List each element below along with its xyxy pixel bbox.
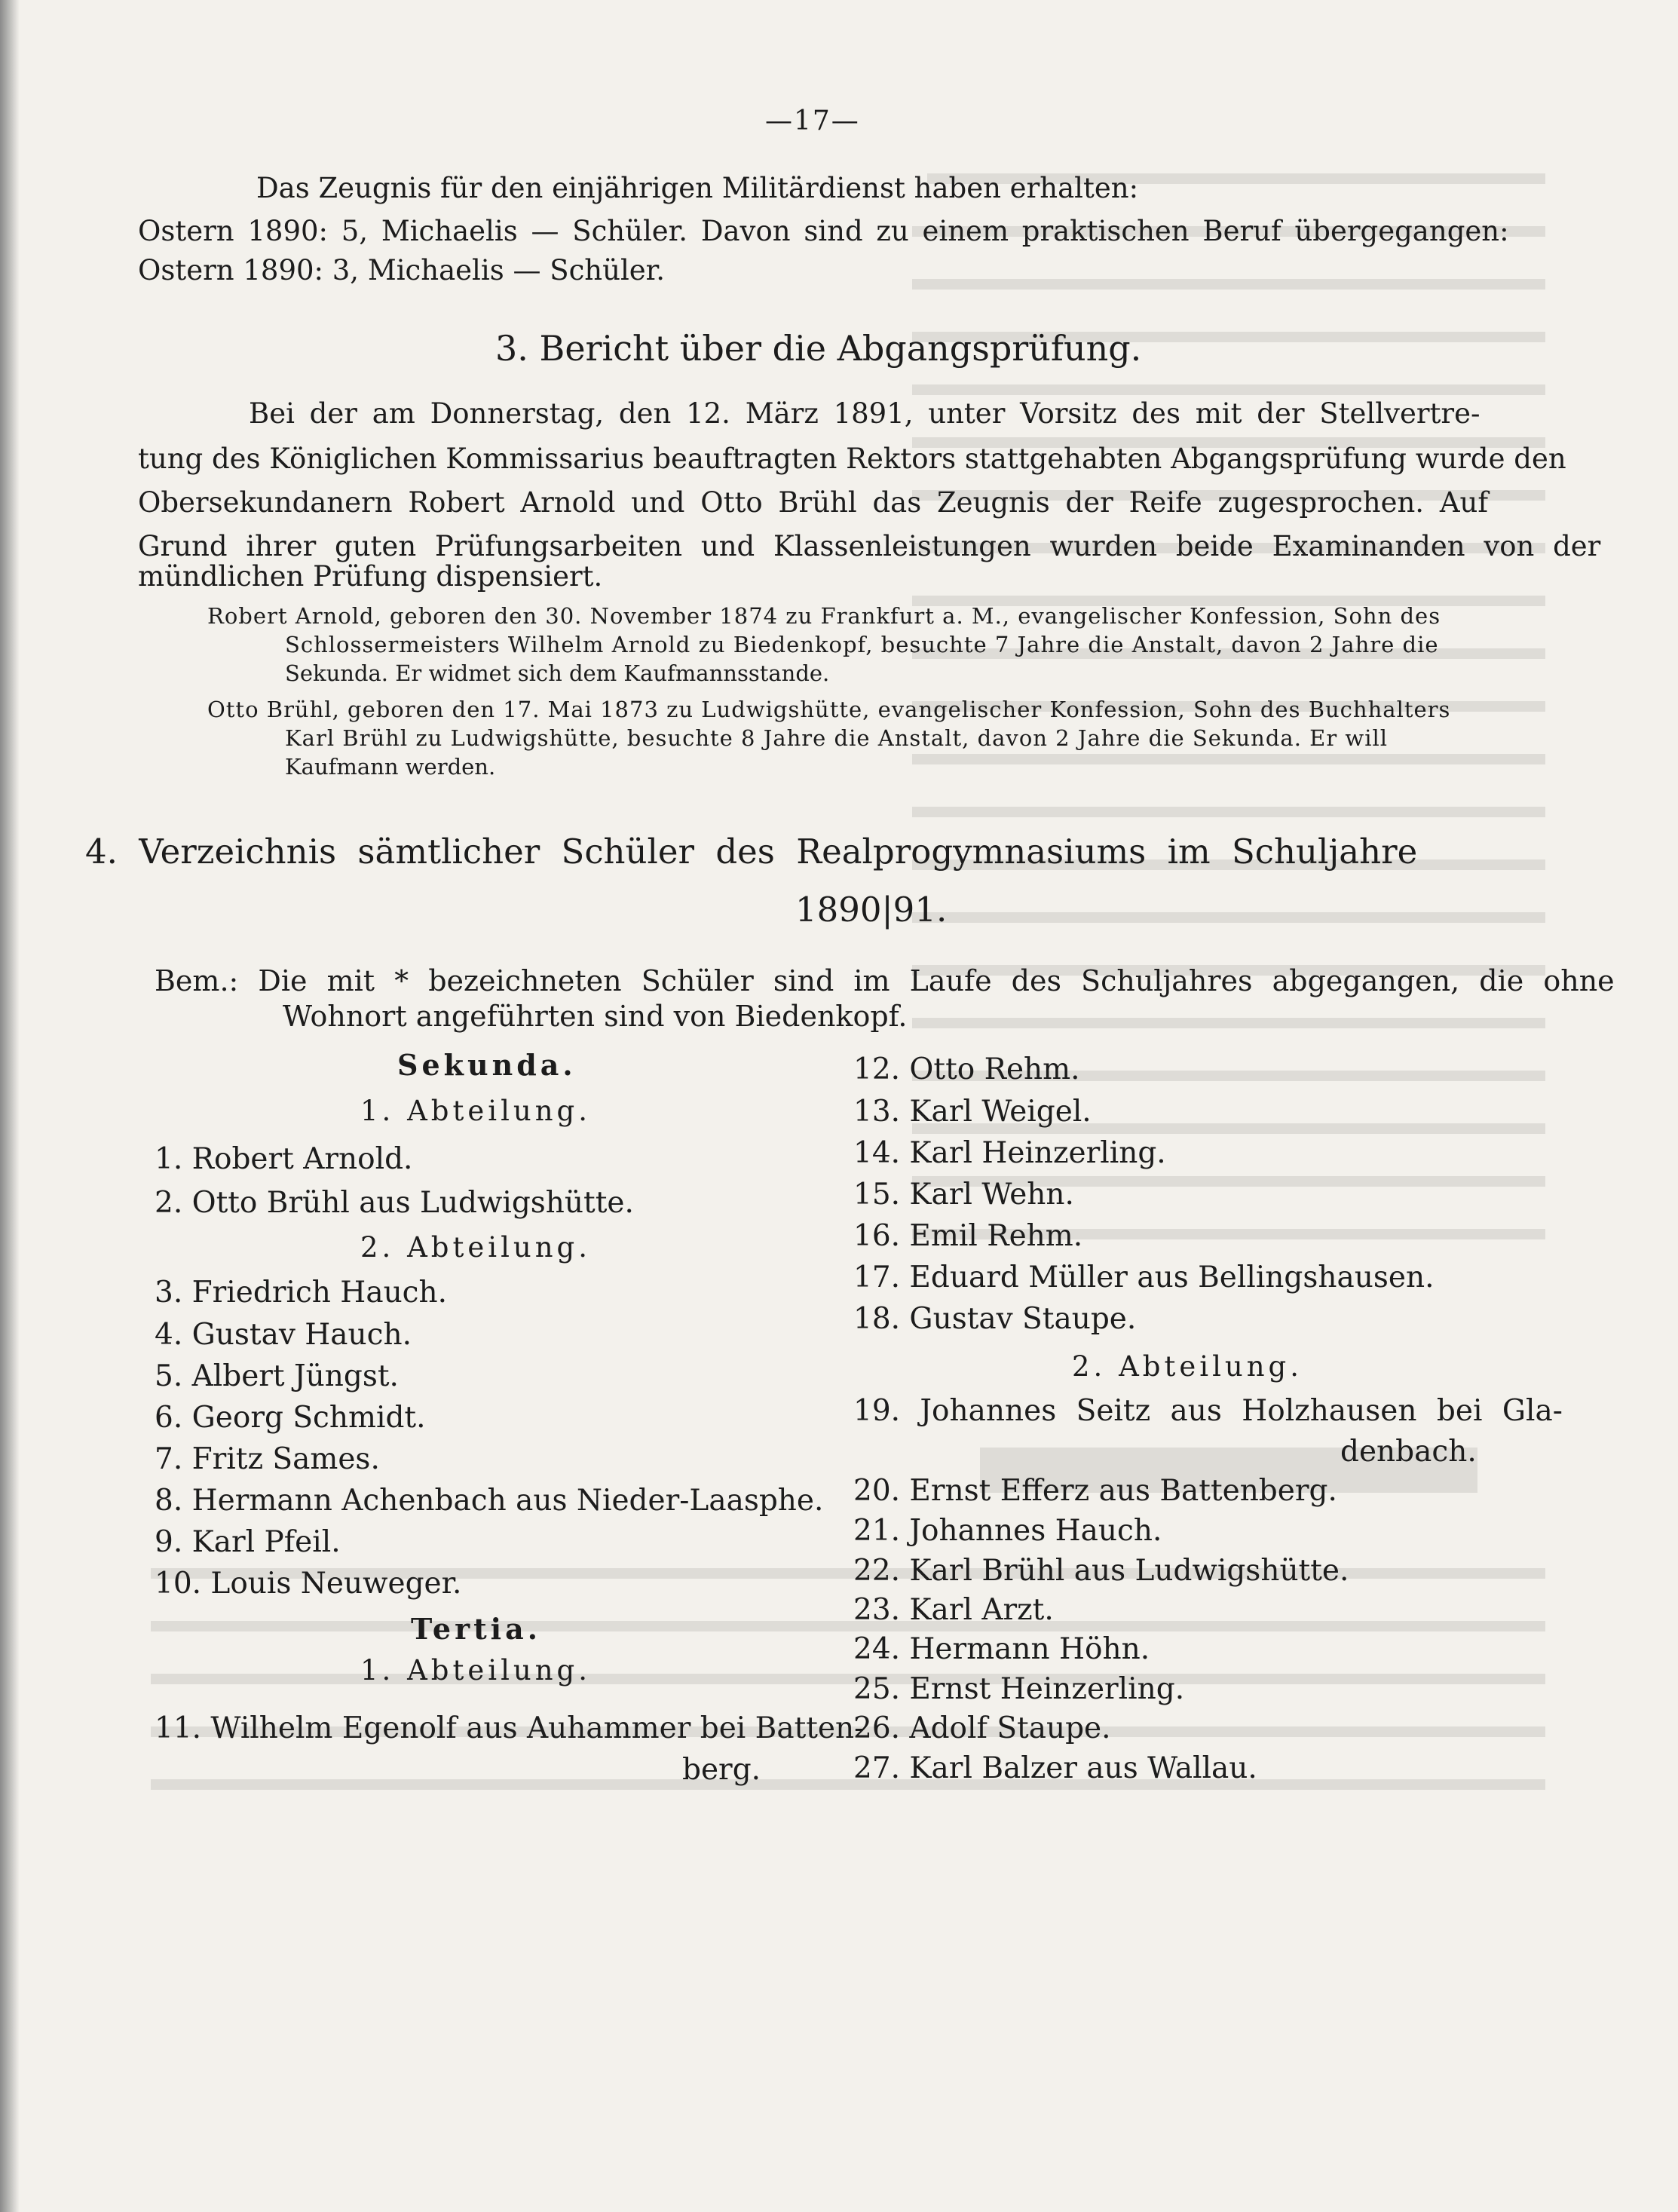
student-entry: 7. Fritz Sames. bbox=[155, 1442, 380, 1476]
student-entry: 13. Karl Weigel. bbox=[853, 1095, 1092, 1129]
section-4-note-line-2: Wohnort angeführten sind von Biedenkopf. bbox=[283, 1000, 908, 1033]
student-entry: 10. Louis Neuweger. bbox=[155, 1567, 462, 1601]
bio-arnold-line-2: Schlossermeisters Wilhelm Arnold zu Biedenkopf, besuchte 7 Jahre die Anstalt, davon 2 Jahre die bbox=[285, 632, 1439, 657]
sekunda-heading: Sekunda. bbox=[397, 1048, 577, 1082]
section-3-line-3: Obersekundanern Robert Arnold und Otto Brühl das Zeugnis der Reife zugesprochen. Auf bbox=[138, 486, 1489, 519]
student-entry: 1. Robert Arnold. bbox=[155, 1142, 413, 1176]
section-3-line-5: mündlichen Prüfung dispensiert. bbox=[138, 560, 603, 593]
student-entry: 23. Karl Arzt. bbox=[853, 1593, 1054, 1627]
section-3-line-2: tung des Königlichen Kommissarius beauftragten Rektors stattgehabten Abgangsprüfung wurde den bbox=[138, 443, 1566, 475]
section-4-title-line-1: 4. Verzeichnis sämtlicher Schüler des Realprogymnasiums im Schuljahre bbox=[85, 832, 1418, 872]
student-entry: 19. Johannes Seitz aus Holzhausen bei Gla- bbox=[853, 1394, 1563, 1428]
student-entry: 6. Georg Schmidt. bbox=[155, 1401, 426, 1435]
intro-line-2: Ostern 1890: 5, Michaelis — Schüler. Davon sind zu einem praktischen Beruf übergegangen: bbox=[138, 215, 1509, 247]
page-number: —17— bbox=[765, 106, 860, 136]
sekunda-abteilung-2-heading: 2. Abteilung. bbox=[360, 1231, 592, 1264]
bio-arnold-line-1: Robert Arnold, geboren den 30. November 1874 zu Frankfurt a. M., evangelischer Konfession, Sohn des bbox=[207, 603, 1441, 629]
sekunda-abteilung-1-heading: 1. Abteilung. bbox=[360, 1095, 592, 1127]
student-entry: 17. Eduard Müller aus Bellingshausen. bbox=[853, 1261, 1435, 1294]
tertia-heading: Tertia. bbox=[411, 1612, 541, 1646]
student-entry: 22. Karl Brühl aus Ludwigshütte. bbox=[853, 1554, 1349, 1588]
student-entry-continuation: berg. bbox=[682, 1753, 761, 1787]
section-3-title: 3. Bericht über die Abgangsprüfung. bbox=[495, 328, 1142, 369]
bio-bruehl-line-3: Kaufmann werden. bbox=[285, 754, 496, 780]
student-entry: 12. Otto Rehm. bbox=[853, 1052, 1080, 1086]
section-4-title-line-2: 1890|91. bbox=[795, 890, 948, 930]
student-entry: 25. Ernst Heinzerling. bbox=[853, 1672, 1185, 1706]
student-entry: 9. Karl Pfeil. bbox=[155, 1525, 341, 1559]
student-entry: 14. Karl Heinzerling. bbox=[853, 1136, 1166, 1170]
bio-bruehl-line-1: Otto Brühl, geboren den 17. Mai 1873 zu Ludwigshütte, evangelischer Konfession, Sohn des Buchhalters bbox=[207, 697, 1451, 722]
student-entry-continuation: denbach. bbox=[1340, 1435, 1477, 1469]
bio-bruehl-line-2: Karl Brühl zu Ludwigshütte, besuchte 8 Jahre die Anstalt, davon 2 Jahre die Sekunda. Er will bbox=[285, 725, 1389, 751]
scan-edge-shadow bbox=[0, 0, 20, 2212]
student-entry: 26. Adolf Staupe. bbox=[853, 1711, 1111, 1745]
student-entry: 20. Ernst Efferz aus Battenberg. bbox=[853, 1474, 1337, 1508]
tertia-abteilung-2-heading: 2. Abteilung. bbox=[1072, 1350, 1303, 1383]
student-entry: 27. Karl Balzer aus Wallau. bbox=[853, 1751, 1257, 1785]
student-entry: 16. Emil Rehm. bbox=[853, 1219, 1083, 1253]
tertia-abteilung-1-heading: 1. Abteilung. bbox=[360, 1654, 592, 1687]
student-entry: 21. Johannes Hauch. bbox=[853, 1514, 1162, 1548]
student-entry: 5. Albert Jüngst. bbox=[155, 1359, 399, 1393]
student-entry: 4. Gustav Hauch. bbox=[155, 1318, 412, 1352]
section-4-note-line-1: Bem.: Die mit * bezeichneten Schüler sind im Laufe des Schuljahres abgegangen, die ohne bbox=[155, 964, 1615, 997]
intro-line-1: Das Zeugnis für den einjährigen Militärdienst haben erhalten: bbox=[256, 172, 1139, 204]
student-entry: 24. Hermann Höhn. bbox=[853, 1632, 1150, 1666]
section-3-line-1: Bei der am Donnerstag, den 12. März 1891, unter Vorsitz des mit der Stellvertre- bbox=[249, 397, 1480, 430]
section-3-line-4: Grund ihrer guten Prüfungsarbeiten und Klassenleistungen wurden beide Examinanden von der bbox=[138, 530, 1601, 562]
student-entry: 2. Otto Brühl aus Ludwigshütte. bbox=[155, 1186, 634, 1220]
student-entry: 3. Friedrich Hauch. bbox=[155, 1276, 448, 1310]
intro-line-3: Ostern 1890: 3, Michaelis — Schüler. bbox=[138, 254, 666, 286]
student-entry: 11. Wilhelm Egenolf aus Auhammer bei Batten- bbox=[155, 1711, 865, 1745]
bio-arnold-line-3: Sekunda. Er widmet sich dem Kaufmannsstande. bbox=[285, 660, 830, 686]
student-entry: 8. Hermann Achenbach aus Nieder-Laasphe. bbox=[155, 1484, 824, 1518]
student-entry: 18. Gustav Staupe. bbox=[853, 1302, 1137, 1336]
student-entry: 15. Karl Wehn. bbox=[853, 1178, 1074, 1212]
